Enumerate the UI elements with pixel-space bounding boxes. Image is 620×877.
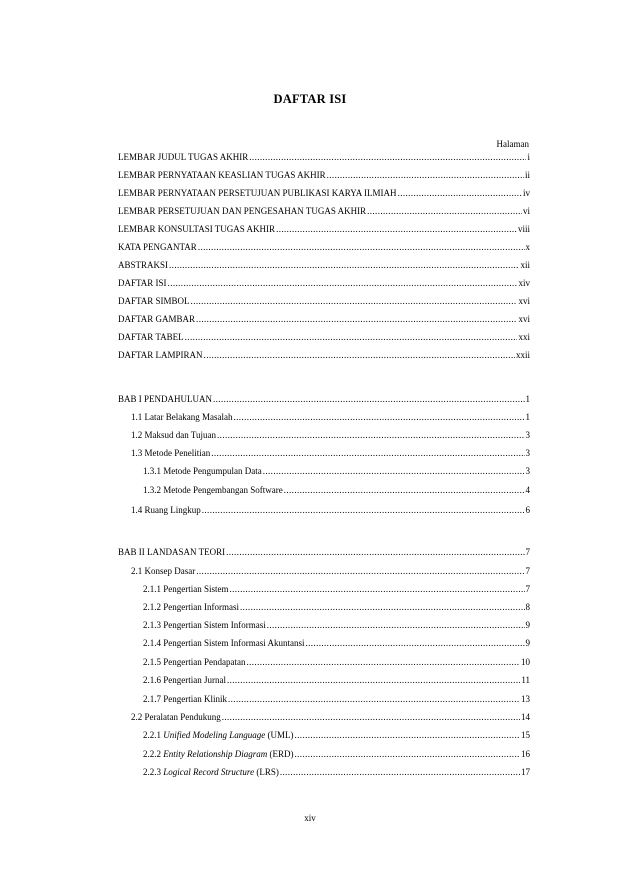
toc-entry xyxy=(118,205,530,217)
toc-subsection xyxy=(143,766,530,778)
toc-entry-italic-title: Unified Modeling Language xyxy=(163,730,266,740)
toc-section xyxy=(131,411,530,423)
toc-entry-label: 1.1 Latar Belakang Masalah xyxy=(131,412,233,422)
toc-entry xyxy=(118,331,530,343)
toc-subsection xyxy=(143,637,530,649)
toc-section xyxy=(131,429,530,441)
toc-entry-abbrev: (UML) xyxy=(265,730,294,740)
toc-subsection xyxy=(143,484,530,496)
toc-entry-label: BAB II LANDASAN TEORI xyxy=(118,547,226,557)
toc-entry xyxy=(118,241,530,253)
toc-subsection xyxy=(143,729,530,741)
toc-entry-page: 14 xyxy=(521,712,530,722)
toc-entry xyxy=(118,151,530,163)
toc-chapter xyxy=(118,393,530,405)
toc-entry-page: iv xyxy=(522,188,530,198)
toc-entry xyxy=(118,349,530,361)
toc-entry-label: LEMBAR PERNYATAAN KEASLIAN TUGAS AKHIR xyxy=(118,170,326,180)
toc-subsection xyxy=(143,674,530,686)
toc-entry-page: 17 xyxy=(521,767,530,777)
toc-entry-label: 1.4 Ruang Lingkup xyxy=(131,505,201,515)
halaman-label: Halaman xyxy=(496,139,529,149)
toc-subsection xyxy=(143,693,530,705)
toc-entry-number: 2.2.3 xyxy=(143,767,164,777)
toc-section xyxy=(131,711,530,723)
toc-entry-label: 1.2 Maksud dan Tujuan xyxy=(131,430,217,440)
toc-entry-label: 2.2 Peralatan Pendukung xyxy=(131,712,221,722)
toc-entry-label: DAFTAR GAMBAR xyxy=(118,314,196,324)
toc-entry-label: 1.3 Metode Penelitian xyxy=(131,448,211,458)
toc-entry-page: 8 xyxy=(525,602,530,612)
toc-entry-page: viii xyxy=(517,224,530,234)
toc-entry-label: DAFTAR LAMPIRAN xyxy=(118,350,203,360)
toc-entry-page: xxii xyxy=(515,350,530,360)
toc-subsection xyxy=(143,656,530,668)
toc-entry-page: 16 xyxy=(521,749,530,759)
toc-subsection xyxy=(143,748,530,760)
toc-entry-label: BAB I PENDAHULUAN xyxy=(118,394,212,404)
toc-entry-page: 15 xyxy=(521,730,530,740)
toc-entry-label: 2.1.1 Pengertian Sistem xyxy=(143,584,229,594)
toc-entry-page: 3 xyxy=(525,448,530,458)
toc-entry-label: 1.3.1 Metode Pengumpulan Data xyxy=(143,466,262,476)
toc-entry-label: 2.1.4 Pengertian Sistem Informasi Akuntansi xyxy=(143,638,305,648)
toc-entry-abbrev: (ERD) xyxy=(267,749,294,759)
toc-entry-label: ABSTRAKSI xyxy=(118,260,169,270)
toc-entry-label: 2.1.7 Pengertian Klinik xyxy=(143,694,227,704)
toc-entry-label: DAFTAR ISI xyxy=(118,278,167,288)
toc-entry-page: 4 xyxy=(525,485,530,495)
toc-entry-page: x xyxy=(525,242,530,252)
page-title: DAFTAR ISI xyxy=(273,92,347,106)
toc-entry xyxy=(118,223,530,235)
toc-entry-label: LEMBAR KONSULTASI TUGAS AKHIR xyxy=(118,224,276,234)
toc-entry-label: 2.1.2 Pengertian Informasi xyxy=(143,602,239,612)
toc-entry xyxy=(118,187,530,199)
toc-entry-italic-title: Entity Relationship Diagram xyxy=(163,749,268,759)
toc-chapter xyxy=(118,546,530,558)
toc-subsection xyxy=(143,601,530,613)
toc-entry-page: 9 xyxy=(525,620,530,630)
toc-entry-page: 9 xyxy=(525,638,530,648)
toc-entry-page: xxi xyxy=(518,332,530,342)
page-number: xiv xyxy=(304,813,316,823)
toc-entry-page: 13 xyxy=(521,694,530,704)
toc-section xyxy=(131,447,530,459)
toc-subsection xyxy=(143,465,530,477)
toc-entry-page: 7 xyxy=(525,566,530,576)
toc-entry-label: DAFTAR SIMBOL xyxy=(118,296,190,306)
toc-subsection xyxy=(143,583,530,595)
toc-entry-label: 2.1 Konsep Dasar xyxy=(131,566,196,576)
toc-entry xyxy=(118,277,530,289)
toc-entry-page: 10 xyxy=(521,657,530,667)
toc-entry-label: DAFTAR TABEL xyxy=(118,332,184,342)
toc-section xyxy=(131,565,530,577)
toc-entry-page: ii xyxy=(524,170,530,180)
toc-entry-number: 2.2.1 xyxy=(143,730,164,740)
toc-entry-number: 2.2.2 xyxy=(143,749,164,759)
toc-entry-abbrev: (LRS) xyxy=(254,767,279,777)
toc-section xyxy=(131,504,530,516)
toc-entry-page: xvi xyxy=(518,296,530,306)
toc-entry-page: xvi xyxy=(518,314,530,324)
toc-entry-label: 2.1.5 Pengertian Pendapatan xyxy=(143,657,246,667)
toc-entry-page: xii xyxy=(520,260,530,270)
toc-entry-page: 3 xyxy=(525,430,530,440)
toc-entry-page: 7 xyxy=(525,547,530,557)
toc-entry-label: KATA PENGANTAR xyxy=(118,242,197,252)
toc-entry-page: 1 xyxy=(525,412,530,422)
toc-subsection xyxy=(143,619,530,631)
toc-entry-page: xiv xyxy=(518,278,530,288)
toc-entry-label: 2.1.3 Pengertian Sistem Informasi xyxy=(143,620,266,630)
toc-entry xyxy=(118,295,530,307)
toc-entry-page: 6 xyxy=(525,505,530,515)
toc-entry-label: 2.1.6 Pengertian Jurnal xyxy=(143,675,226,685)
toc-entry-label: LEMBAR JUDUL TUGAS AKHIR xyxy=(118,152,249,162)
toc-entry-label: 1.3.2 Metode Pengembangan Software xyxy=(143,485,283,495)
toc-entry-page: 11 xyxy=(521,675,530,685)
toc-entry-page: vi xyxy=(522,206,530,216)
toc-entry-label xyxy=(143,766,279,778)
toc-entry-page: 3 xyxy=(525,466,530,476)
toc-entry xyxy=(118,259,530,271)
toc-entry xyxy=(118,169,530,181)
toc-entry-italic-title: Logical Record Structure xyxy=(163,767,255,777)
toc-entry xyxy=(118,313,530,325)
toc-entry-label: LEMBAR PERNYATAAN PERSETUJUAN PUBLIKASI KARYA ILMIAH xyxy=(118,188,397,198)
toc-entry-page: 1 xyxy=(525,394,530,404)
toc-entry-label xyxy=(143,748,294,760)
toc-entry-page: 7 xyxy=(525,584,530,594)
toc-entry-page: i xyxy=(527,152,530,162)
toc-entry-label xyxy=(143,729,294,741)
toc-entry-label: LEMBAR PERSETUJUAN DAN PENGESAHAN TUGAS AKHIR xyxy=(118,206,367,216)
